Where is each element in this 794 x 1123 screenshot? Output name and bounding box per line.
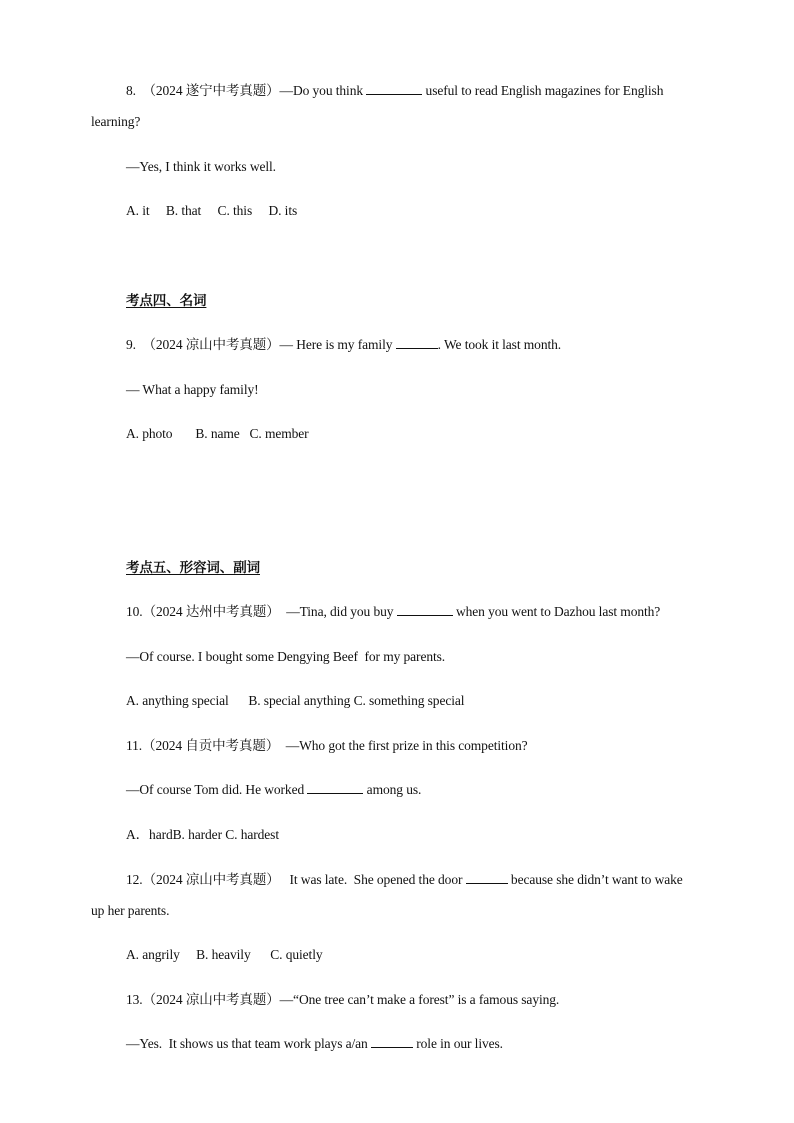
question-10-suffix: when you went to Dazhou last month? <box>452 604 661 619</box>
question-8-prefix: 8. （2024 遂宁中考真题）—Do you think <box>126 83 367 98</box>
question-10-prefix: 10.（2024 达州中考真题） —Tina, did you buy <box>126 604 397 619</box>
question-11-reply-prefix: —Of course Tom did. He worked <box>126 782 308 797</box>
question-9-dialogue-reply: — What a happy family! <box>126 382 259 397</box>
question-13-stem: 13.（2024 凉山中考真题）—“One tree can’t make a forest” is a famous saying. <box>126 992 560 1007</box>
question-13-reply-prefix: —Yes. It shows us that team work plays a/an <box>126 1036 371 1051</box>
question-13-reply-suffix: role in our lives. <box>412 1036 503 1051</box>
question-12-stem <box>126 871 683 889</box>
question-11-options: A．hardB. harder C. hardest <box>126 827 279 842</box>
question-12-prefix: 12.（2024 凉山中考真题） It was late. She opened the door <box>126 872 466 887</box>
question-8-options: A. it B. that C. this D. its <box>126 203 298 218</box>
answer-blank <box>307 781 363 794</box>
question-8-dialogue-reply: —Yes, I think it works well. <box>126 159 276 174</box>
section-heading-adjectives-adverbs: 考点五、形容词、副词 <box>126 560 260 575</box>
question-12-suffix: because she didn’t want to wake <box>507 872 683 887</box>
question-10-stem <box>126 603 660 621</box>
question-12-options: A. angrily B. heavily C. quietly <box>126 947 323 962</box>
answer-blank <box>371 1035 413 1048</box>
answer-blank <box>466 871 508 884</box>
question-8-suffix: useful to read English magazines for English <box>422 83 664 98</box>
question-12-continuation: up her parents. <box>91 903 170 918</box>
question-8-continuation: learning? <box>91 114 141 129</box>
section-heading-nouns: 考点四、名词 <box>126 293 207 308</box>
question-9-options: A. photo B. name C. member <box>126 426 309 441</box>
question-9-stem <box>126 336 561 354</box>
question-9-suffix: . We took it last month. <box>437 337 562 352</box>
question-13-dialogue-reply <box>126 1035 503 1053</box>
question-11-stem: 11.（2024 自贡中考真题） —Who got the first prize in this competition? <box>126 738 528 753</box>
question-10-options: A. anything special B. special anything C. something special <box>126 693 465 708</box>
question-11-dialogue-reply <box>126 781 421 799</box>
question-11-reply-suffix: among us. <box>363 782 422 797</box>
question-8-stem <box>126 82 663 100</box>
question-9-prefix: 9. （2024 凉山中考真题）— Here is my family <box>126 337 396 352</box>
answer-blank <box>396 336 438 349</box>
answer-blank <box>397 603 453 616</box>
question-10-dialogue-reply: —Of course. I bought some Dengying Beef for my parents. <box>126 649 446 664</box>
answer-blank <box>366 82 422 95</box>
